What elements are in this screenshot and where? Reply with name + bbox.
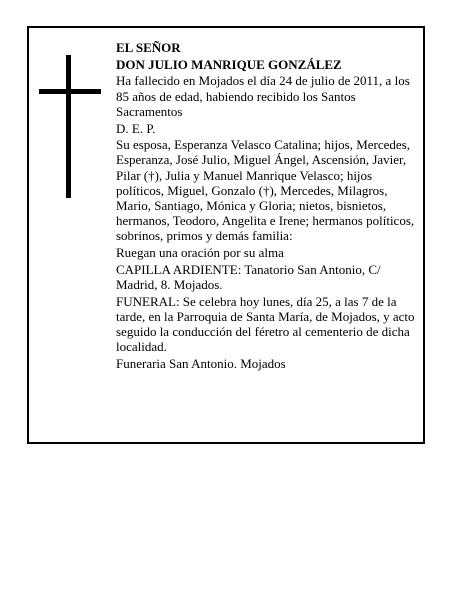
- title-line-1: EL SEÑOR: [116, 40, 181, 55]
- death-info: Ha fallecido en Mojados el día 24 de julio de 2011, a los 85 años de edad, habiendo recibido los Santos Sacramentos: [116, 73, 410, 119]
- funeral-info: FUNERAL: Se celebra hoy lunes, día 25, a las 7 de la tarde, en la Parroquia de Santa María, de Mojados, y acto seguido la conducción del féretro al cementerio de dicha localidad.: [116, 293, 415, 355]
- family-list: Su esposa, Esperanza Velasco Catalina; hijos, Mercedes, Esperanza, José Julio, Miguel Ángel, Ascensión, Javier, Pilar (†), Julia y Manuel Manrique Velasco; hijos políticos, Miguel, Gonzalo (†), Mercedes, Milagros, Mario, Santiago, Mónica y Gloria; nietos, bisnietos, hermanos, Teodoro, Angelita e Irene; hermanos políticos, sobrinos, primos y demás familia:: [116, 137, 415, 244]
- obituary-notice: [27, 26, 425, 444]
- prayer-line: Ruegan una oración por su alma: [116, 245, 284, 261]
- chapel-info: CAPILLA ARDIENTE: Tanatorio San Antonio, C/ Madrid, 8. Mojados.: [116, 261, 381, 293]
- obituary-text: [116, 40, 422, 373]
- funeral-home: Funeraria San Antonio. Mojados: [116, 356, 286, 372]
- dep-line: D. E. P.: [116, 120, 156, 136]
- latin-cross-icon: [39, 55, 101, 198]
- deceased-name: DON JULIO MANRIQUE GONZÁLEZ: [116, 56, 342, 72]
